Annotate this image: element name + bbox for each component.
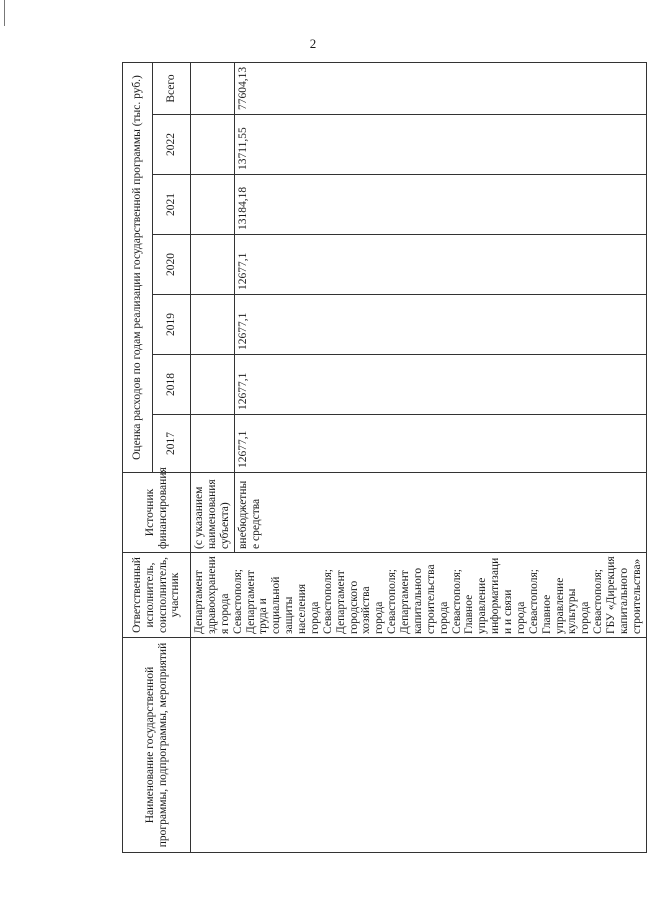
row1-2019 <box>191 295 235 355</box>
header-year-2021: 2021 <box>153 175 191 235</box>
header-year-2019: 2019 <box>153 295 191 355</box>
responsible-cell: Департамент здравоохранения города Севастополя; Департамент труда и социальной защиты населения города Севастополя; Департамент городского хозяйства города Севастополя; Департамент капитального строительства города Севастополя; Главное управление информатизации и связи города Севастополя; Главное управление культуры города Севастополя; ГБУ «Дирекция капитального строительства» <box>191 553 647 638</box>
row2-2020: 12677,1 <box>235 235 647 295</box>
header-year-2018: 2018 <box>153 355 191 415</box>
program-name-cell <box>191 638 647 853</box>
rotated-table-container <box>122 63 643 853</box>
row1-2017 <box>191 415 235 473</box>
row2-2021: 13184,18 <box>235 175 647 235</box>
margin-mark <box>4 0 5 26</box>
budget-table-wrapper <box>122 63 643 853</box>
row1-source: (с указанием наименования субъекта) <box>191 473 235 553</box>
budget-table <box>122 62 647 853</box>
row1-total <box>191 63 235 115</box>
row1-2018 <box>191 355 235 415</box>
row2-source: внебюджетные средства <box>235 473 647 553</box>
header-year-2020: 2020 <box>153 235 191 295</box>
header-total: Всего <box>153 63 191 115</box>
row2-2017: 12677,1 <box>235 415 647 473</box>
header-expenses: Оценка расходов по годам реализации государственной программы (тыс. руб.) <box>123 63 153 473</box>
header-source: Источник финансирования <box>123 473 191 553</box>
header-year-2017: 2017 <box>153 415 191 473</box>
header-responsible: Ответственный исполнитель, соисполнитель, участник <box>123 553 191 638</box>
row1-2020 <box>191 235 235 295</box>
row2-2018: 12677,1 <box>235 355 647 415</box>
row2-2022: 13711,55 <box>235 115 647 175</box>
row2-2019: 12677,1 <box>235 295 647 355</box>
header-name: Наименование государственной программы, подпрограммы, мероприятий <box>123 638 191 853</box>
header-year-2022: 2022 <box>153 115 191 175</box>
page-number: 2 <box>309 36 317 51</box>
row1-2021 <box>191 175 235 235</box>
row2-total: 77604,13 <box>235 63 647 115</box>
row1-2022 <box>191 115 235 175</box>
